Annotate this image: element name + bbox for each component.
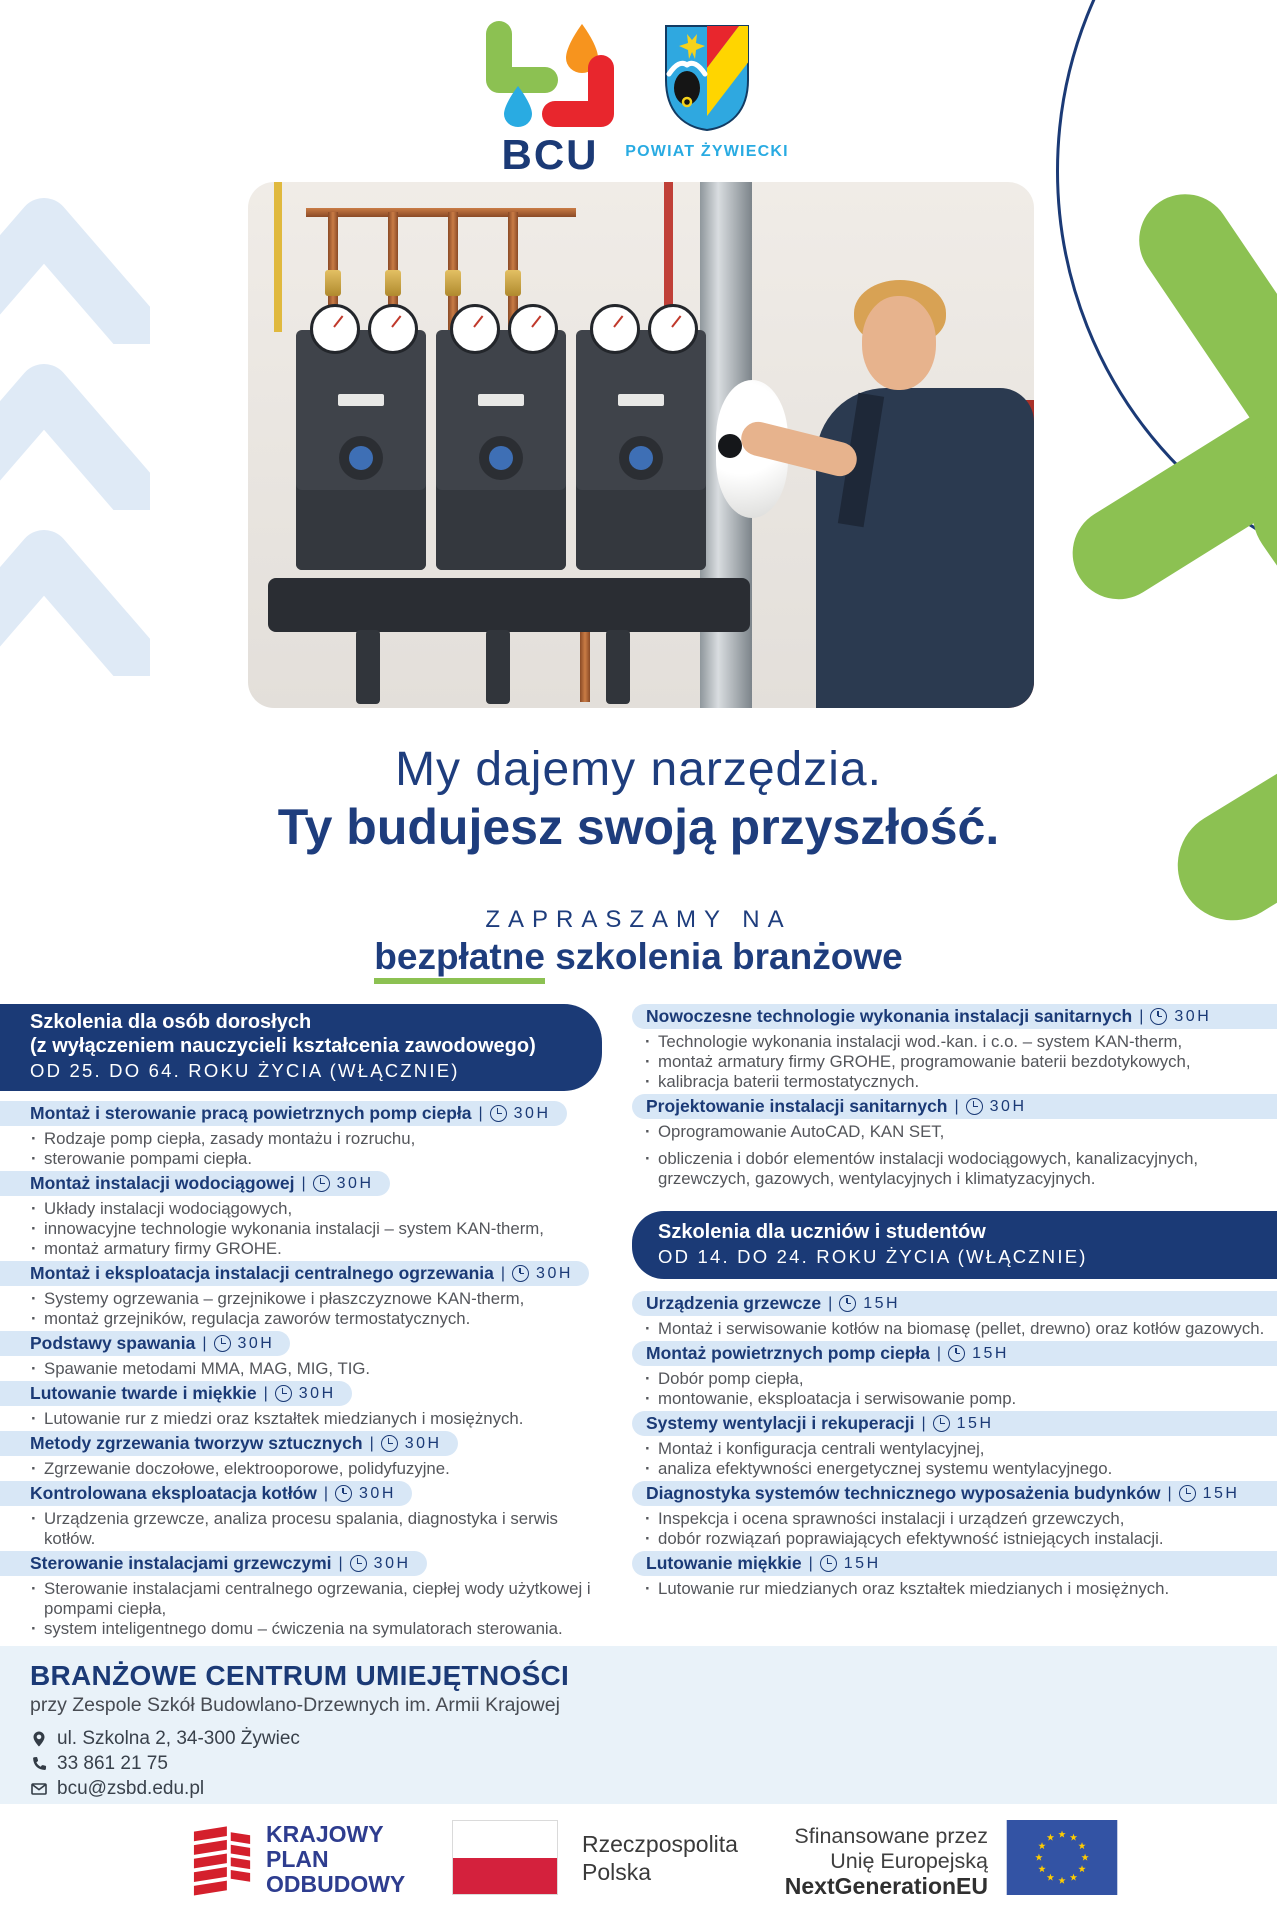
separator: | <box>1139 1007 1144 1025</box>
photo-pump-dial <box>479 436 523 480</box>
chevron-up-icon <box>0 524 150 676</box>
photo-person-face <box>862 296 936 390</box>
training-title-pill <box>632 1341 1277 1366</box>
training-bullet: · Spawanie metodami MMA, MAG, MIG, TIG. <box>44 1359 602 1379</box>
training-bullet: · Lutowanie rur z miedzi oraz kształtek miedzianych i mosiężnych. <box>44 1409 602 1429</box>
training-title-pill <box>0 1551 427 1576</box>
contact-phone: 33 861 21 75 <box>57 1753 168 1774</box>
training-item <box>0 1381 602 1429</box>
photo-brass-valve <box>445 270 461 296</box>
contact-address: ul. Szkolna 2, 34-300 Żywiec <box>57 1728 300 1749</box>
training-title: Metody zgrzewania tworzyw sztucznych <box>30 1433 363 1453</box>
training-bullet: · Układy instalacji wodociągowych, <box>44 1199 602 1219</box>
training-title-pill <box>0 1101 567 1126</box>
photo-pump-dial <box>619 436 663 480</box>
photo-unit-label <box>338 394 384 406</box>
training-title: Montaż i sterowanie pracą powietrznych pomp ciepła <box>30 1103 472 1123</box>
training-bullet: · Urządzenia grzewcze, analiza procesu spalania, diagnostyka i serwis kotłów. <box>44 1509 602 1549</box>
training-bullet: · montowanie, eksploatacja i serwisowanie pomp. <box>658 1389 1277 1409</box>
poland-line: Rzeczpospolita <box>582 1831 738 1857</box>
adults-header-line1: Szkolenia dla osób dorosłych <box>30 1011 312 1033</box>
training-item <box>0 1431 602 1479</box>
kpo-logo-icon <box>192 1820 254 1903</box>
photo-unit-label <box>478 394 524 406</box>
poland-line: Polska <box>582 1859 652 1885</box>
clock-icon <box>839 1295 856 1312</box>
flag-red-stripe <box>453 1858 557 1895</box>
separator: | <box>338 1554 343 1572</box>
invite-title-rest: szkolenia branżowe <box>555 936 903 977</box>
training-hours: 15H <box>863 1294 901 1312</box>
training-hours: 30H <box>513 1104 551 1122</box>
training-title: Kontrolowana eksploatacja kotłów <box>30 1483 317 1503</box>
separator: | <box>323 1484 329 1502</box>
training-title: Diagnostyka systemów technicznego wyposażenia budynków <box>646 1483 1161 1503</box>
clock-icon <box>820 1555 837 1572</box>
training-title-pill <box>0 1481 412 1506</box>
separator: | <box>936 1344 942 1362</box>
training-bullet: · sterowanie pompami ciepła. <box>44 1149 602 1169</box>
training-item <box>0 1261 602 1329</box>
powiat-label: POWIAT ŻYWIECKI <box>625 143 789 160</box>
bull-head-icon <box>674 71 700 105</box>
training-item <box>0 1101 602 1169</box>
training-bullet: · Montaż i serwisowanie kotłów na biomasę (pellet, drewno) oraz kotłów gazowych. <box>658 1319 1277 1339</box>
clock-icon <box>490 1105 507 1122</box>
eu-line-bold: NextGenerationEU <box>784 1873 988 1899</box>
training-bullet: · Inspekcja i ocena sprawności instalacji i urządzeń grzewczych, <box>658 1509 1277 1529</box>
training-title-pill <box>0 1261 589 1286</box>
photo-copper-pipe <box>306 208 576 217</box>
headline-line2: Ty budujesz swoją przyszłość. <box>277 799 1000 855</box>
photo-brass-valve <box>325 270 341 296</box>
training-title: Projektowanie instalacji sanitarnych <box>646 1096 948 1116</box>
training-item <box>632 1341 1277 1409</box>
chevron-up-icon <box>0 192 150 344</box>
contact-list <box>30 1728 1277 1800</box>
training-bullet: · Sterowanie instalacjami centralnego ogrzewania, ciepłej wody użytkowej i pompami ciepła, <box>44 1579 602 1619</box>
training-title-pill <box>0 1331 290 1356</box>
training-hours: 30H <box>373 1554 411 1572</box>
invite-kicker: ZAPRASZAMY NA <box>485 906 792 933</box>
separator: | <box>828 1294 833 1312</box>
eu-funding-label <box>740 1824 988 1899</box>
photo-brass-valve <box>385 270 401 296</box>
clock-icon <box>275 1385 292 1402</box>
email-icon <box>30 1780 48 1798</box>
photo-manifold-unit <box>296 330 426 570</box>
training-bullet: · Systemy ogrzewania – grzejnikowe i płaszczyznowe KAN-therm, <box>44 1289 602 1309</box>
pressure-gauge-icon <box>508 304 558 354</box>
separator: | <box>263 1384 268 1402</box>
training-item <box>632 1004 1277 1092</box>
training-hours: 30H <box>336 1174 374 1192</box>
separator: | <box>954 1097 959 1115</box>
training-title-pill <box>632 1411 1277 1436</box>
powiat-crest-icon <box>661 22 753 134</box>
photo-copper-pipe <box>580 632 590 702</box>
training-bullet: · Rodzaje pomp ciepła, zasady montażu i rozruchu, <box>44 1129 602 1149</box>
headline-line1: My dajemy narzędzia. <box>395 743 882 796</box>
training-title: Podstawy spawania <box>30 1333 196 1353</box>
clock-icon <box>966 1098 983 1115</box>
eu-line: Unię Europejską <box>830 1849 988 1873</box>
training-item <box>632 1094 1277 1189</box>
photo-insulated-pipe <box>486 630 510 704</box>
photo-yellow-pipe <box>274 182 282 332</box>
training-title-pill <box>632 1094 1277 1119</box>
bcu-pipes-icon <box>475 18 625 130</box>
photo-heating-installation <box>248 182 1034 708</box>
clock-icon <box>381 1435 398 1452</box>
pressure-gauge-icon <box>310 304 360 354</box>
adults-header-line2: (z wyłączeniem nauczycieli kształcenia zawodowego) <box>30 1035 536 1057</box>
training-title-pill <box>632 1551 1277 1576</box>
training-bullet: · montaż armatury firmy GROHE, programowanie baterii bezdotykowych, <box>658 1052 1277 1072</box>
green-pipe-icon <box>499 34 545 80</box>
training-title-pill <box>0 1431 458 1456</box>
training-bullet: · Montaż i konfiguracja centrali wentylacyjnej, <box>658 1439 1277 1459</box>
pressure-gauge-icon <box>648 304 698 354</box>
clock-icon <box>214 1335 231 1352</box>
training-hours: 15H <box>972 1344 1009 1362</box>
photo-unit-label <box>618 394 664 406</box>
flag-white-stripe <box>453 1821 557 1858</box>
training-item <box>632 1291 1277 1339</box>
separator: | <box>921 1414 926 1432</box>
training-title: Urządzenia grzewcze <box>646 1293 822 1313</box>
separator: | <box>301 1174 306 1192</box>
bcu-wordmark: BCU <box>501 131 599 178</box>
photo-insulation-bar <box>268 578 750 632</box>
training-hours: 30H <box>404 1434 442 1452</box>
clock-icon <box>1179 1485 1196 1502</box>
training-bullet: · Lutowanie rur miedzianych oraz kształtek miedzianych i mosiężnych. <box>658 1579 1277 1599</box>
training-bullet: · Technologie wykonania instalacji wod.-kan. i c.o. – system KAN-therm, <box>658 1032 1277 1052</box>
powiat-zywiecki-logo <box>622 22 792 161</box>
separator: | <box>369 1434 374 1452</box>
invite-title-underlined: bezpłatne <box>374 936 545 984</box>
training-title-pill <box>0 1171 390 1196</box>
training-item <box>0 1481 602 1549</box>
contact-phone-row <box>30 1753 1277 1775</box>
adults-header-line3: OD 25. DO 64. ROKU ŻYCIA (WŁĄCZNIE) <box>30 1060 460 1081</box>
training-item <box>0 1171 602 1259</box>
eu-line: Sfinansowane przez <box>794 1824 988 1848</box>
training-bullet: · montaż grzejników, regulacja zaworów termostatycznych. <box>44 1309 602 1329</box>
students-header-line1: Szkolenia dla uczniów i studentów <box>658 1221 986 1243</box>
org-subtitle: przy Zespole Szkół Budowlano-Drzewnych im. Armii Krajowej <box>30 1694 560 1716</box>
clock-icon <box>335 1485 352 1502</box>
pressure-gauge-icon <box>450 304 500 354</box>
training-hours: 15H <box>843 1554 881 1572</box>
kpo-logo-text <box>266 1822 405 1897</box>
red-pipe-icon <box>555 68 601 114</box>
training-hours: 15H <box>1202 1484 1240 1502</box>
chevron-up-icon <box>0 358 150 510</box>
photo-brass-valve <box>505 270 521 296</box>
training-title: Lutowanie twarde i miękkie <box>30 1383 257 1403</box>
training-title-pill <box>632 1481 1277 1506</box>
training-title: Montaż powietrznych pomp ciepła <box>646 1343 930 1363</box>
training-hours: 30H <box>536 1264 573 1282</box>
training-title: Nowoczesne technologie wykonania instalacji sanitarnych <box>646 1006 1133 1026</box>
training-bullet: · Zgrzewanie doczołowe, elektrooporowe, polidyfuzyjne. <box>44 1459 602 1479</box>
separator: | <box>202 1334 207 1352</box>
training-bullet: · analiza efektywności energetycznej systemu wentylacyjnego. <box>658 1459 1277 1479</box>
invite-title <box>0 936 1277 978</box>
contact-email: bcu@zsbd.edu.pl <box>57 1778 205 1799</box>
photo-pump-dial <box>339 436 383 480</box>
training-hours: 30H <box>237 1334 275 1352</box>
eu-flag-icon <box>1006 1820 1118 1900</box>
training-hours: 30H <box>989 1097 1027 1115</box>
separator: | <box>1167 1484 1172 1502</box>
training-item <box>0 1331 602 1379</box>
photo-person-torso <box>816 388 1034 708</box>
kpo-line: KRAJOWY <box>266 1821 384 1847</box>
separator: | <box>478 1104 483 1122</box>
clock-icon <box>948 1345 965 1362</box>
training-item <box>0 1551 602 1639</box>
adults-column <box>0 1004 602 1641</box>
clock-icon <box>1150 1008 1167 1025</box>
phone-icon <box>30 1755 48 1773</box>
training-bullet: · kalibracja baterii termostatycznych. <box>658 1072 1277 1092</box>
contact-email-row <box>30 1778 1277 1800</box>
training-bullet: · Dobór pomp ciepła, <box>658 1369 1277 1389</box>
clock-icon <box>933 1415 950 1432</box>
contact-address-row <box>30 1728 1277 1750</box>
training-hours: 15H <box>956 1414 994 1432</box>
training-item <box>632 1551 1277 1599</box>
clock-icon <box>350 1555 367 1572</box>
training-bullet: · montaż armatury firmy GROHE. <box>44 1239 602 1259</box>
training-item <box>632 1481 1277 1549</box>
clock-icon <box>512 1265 529 1282</box>
training-title: Lutowanie miękkie <box>646 1553 802 1573</box>
pressure-gauge-icon <box>368 304 418 354</box>
training-title: Montaż i eksploatacja instalacji centralnego ogrzewania <box>30 1263 494 1283</box>
training-bullet: · obliczenia i dobór elementów instalacji wodociągowych, kanalizacyjnych, grzewczych, gazowych, wentylacyjnych i klimatyzacyjnych. <box>658 1149 1277 1189</box>
training-bullet: · innowacyjne technologie wykonania instalacji – system KAN-therm, <box>44 1219 602 1239</box>
photo-insulated-pipe <box>606 630 630 704</box>
org-name: BRANŻOWE CENTRUM UMIEJĘTNOŚCI <box>30 1660 570 1691</box>
photo-manifold-unit <box>436 330 566 570</box>
poland-flag-icon <box>452 1820 558 1895</box>
training-hours: 30H <box>1174 1007 1212 1025</box>
training-hours: 30H <box>298 1384 336 1402</box>
contact-band <box>0 1646 1277 1804</box>
training-title-pill <box>0 1381 352 1406</box>
training-bullet: · Oprogramowanie AutoCAD, KAN SET, <box>658 1122 1277 1142</box>
training-title: Sterowanie instalacjami grzewczymi <box>30 1553 332 1573</box>
kpo-line: PLAN <box>266 1846 329 1872</box>
kpo-line: ODBUDOWY <box>266 1871 406 1897</box>
adults-section-header <box>0 1004 602 1091</box>
clock-icon <box>313 1175 330 1192</box>
training-title: Systemy wentylacji i rekuperacji <box>646 1413 915 1433</box>
students-column <box>632 1004 1277 1601</box>
location-pin-icon <box>30 1730 48 1748</box>
students-header-line2: OD 14. DO 24. ROKU ŻYCIA (WŁĄCZNIE) <box>658 1246 1088 1267</box>
training-item <box>632 1411 1277 1479</box>
training-hours: 30H <box>359 1484 396 1502</box>
pressure-gauge-icon <box>590 304 640 354</box>
separator: | <box>500 1264 506 1282</box>
training-title-pill <box>632 1291 1277 1316</box>
photo-manifold-unit <box>576 330 706 570</box>
republic-of-poland-label <box>582 1830 738 1886</box>
separator: | <box>808 1554 813 1572</box>
bcu-logo <box>462 18 638 179</box>
training-bullet: · system inteligentnego domu – ćwiczenia na symulatorach sterowania. <box>44 1619 602 1639</box>
training-bullet: · dobór rozwiązań poprawiających efektywność istniejących instalacji. <box>658 1529 1277 1549</box>
photo-insulated-pipe <box>356 630 380 704</box>
training-title: Montaż instalacji wodociągowej <box>30 1173 295 1193</box>
training-title-pill <box>632 1004 1277 1029</box>
students-section-header <box>632 1211 1277 1279</box>
photo-valve-knob <box>718 434 742 458</box>
